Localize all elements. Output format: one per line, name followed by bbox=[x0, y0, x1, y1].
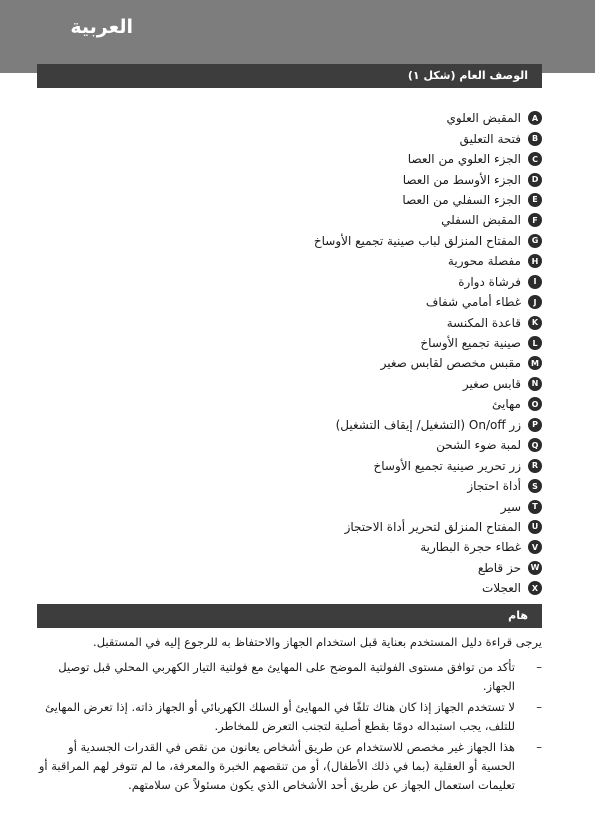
language-header-band bbox=[0, 0, 595, 73]
section-heading: الوصف العام (شكل ١) bbox=[407, 69, 528, 82]
part-label: فرشاة دوارة bbox=[458, 274, 521, 289]
bullet-dash: – bbox=[536, 740, 542, 754]
part-letter-badge: T bbox=[528, 500, 542, 514]
part-item bbox=[62, 455, 542, 475]
important-section bbox=[37, 633, 542, 797]
part-letter-badge: X bbox=[528, 581, 542, 595]
part-letter-badge: M bbox=[528, 356, 542, 370]
part-item bbox=[62, 169, 542, 189]
part-label: قابس صغير bbox=[462, 376, 521, 391]
part-label: العجلات bbox=[482, 581, 521, 596]
part-item bbox=[62, 353, 542, 373]
section-heading-bar bbox=[37, 64, 542, 88]
part-item bbox=[62, 496, 542, 516]
part-label: زر تحرير صينية تجميع الأوساخ bbox=[373, 458, 521, 473]
part-label: مفصلة محورية bbox=[447, 254, 521, 269]
important-intro: يرجى قراءة دليل المستخدم بعناية قبل استخدام الجهاز والاحتفاظ به للرجوع إليه في المستقبل. bbox=[93, 635, 542, 649]
part-item bbox=[62, 149, 542, 169]
part-letter-badge: J bbox=[528, 295, 542, 309]
warning-item bbox=[37, 658, 542, 696]
part-label: غطاء أمامي شفاف bbox=[425, 295, 521, 310]
part-item bbox=[62, 578, 542, 598]
part-item bbox=[62, 312, 542, 332]
part-item bbox=[62, 435, 542, 455]
bullet-dash: – bbox=[536, 700, 542, 714]
part-item bbox=[62, 558, 542, 578]
part-letter-badge: G bbox=[528, 234, 542, 248]
part-label: حز قاطع bbox=[477, 560, 521, 575]
warning-item bbox=[37, 738, 542, 795]
part-letter-badge: N bbox=[528, 377, 542, 391]
part-letter-badge: P bbox=[528, 418, 542, 432]
part-label: المفتاح المنزلق لتحرير أداة الاحتجاز bbox=[344, 519, 521, 534]
part-letter-badge: I bbox=[528, 275, 542, 289]
part-item bbox=[62, 190, 542, 210]
part-letter-badge: U bbox=[528, 520, 542, 534]
part-item bbox=[62, 251, 542, 271]
part-label: صينية تجميع الأوساخ bbox=[420, 336, 521, 351]
part-letter-badge: B bbox=[528, 132, 542, 146]
part-item bbox=[62, 476, 542, 496]
part-item bbox=[62, 108, 542, 128]
part-letter-badge: A bbox=[528, 111, 542, 125]
part-item bbox=[62, 333, 542, 353]
part-label: الجزء الأوسط من العصا bbox=[402, 172, 521, 187]
part-letter-badge: K bbox=[528, 316, 542, 330]
part-label: لمبة ضوء الشحن bbox=[436, 438, 521, 453]
part-label: زر On/off (التشغيل/ إيقاف التشغيل) bbox=[335, 417, 521, 432]
part-item bbox=[62, 415, 542, 435]
part-letter-badge: F bbox=[528, 213, 542, 227]
part-label: غطاء حجرة البطارية bbox=[420, 540, 521, 555]
part-item bbox=[62, 231, 542, 251]
part-label: المقبض العلوي bbox=[446, 111, 521, 126]
part-item bbox=[62, 517, 542, 537]
part-letter-badge: O bbox=[528, 397, 542, 411]
part-label: المقبض السفلي bbox=[441, 213, 521, 228]
part-label: الجزء السفلي من العصا bbox=[402, 192, 521, 207]
part-letter-badge: E bbox=[528, 193, 542, 207]
part-item bbox=[62, 210, 542, 230]
part-item bbox=[62, 394, 542, 414]
part-item bbox=[62, 272, 542, 292]
part-letter-badge: L bbox=[528, 336, 542, 350]
part-item bbox=[62, 537, 542, 557]
part-letter-badge: C bbox=[528, 152, 542, 166]
language-title: العربية bbox=[70, 16, 133, 38]
parts-list bbox=[62, 108, 542, 599]
part-label: الجزء العلوي من العصا bbox=[407, 152, 521, 167]
part-item bbox=[62, 374, 542, 394]
part-label: سير bbox=[500, 499, 521, 514]
part-letter-badge: S bbox=[528, 479, 542, 493]
part-label: المفتاح المنزلق لباب صينية تجميع الأوساخ bbox=[313, 233, 521, 248]
important-heading: هام bbox=[508, 609, 528, 622]
part-letter-badge: Q bbox=[528, 438, 542, 452]
part-label: أداة احتجاز bbox=[467, 479, 521, 494]
warning-text: لا تستخدم الجهاز إذا كان هناك تلفًا في المهايئ أو السلك الكهربائي أو الجهاز ذاته. إذا تعرض المهايئ للتلف، يجب استبداله دومًا بقطع أصلية لتجنب التعرض للمخاطر. bbox=[45, 700, 515, 733]
part-label: فتحة التعليق bbox=[459, 131, 521, 146]
part-label: مهايئ bbox=[492, 397, 521, 412]
warning-item bbox=[37, 698, 542, 736]
warning-text: هذا الجهاز غير مخصص للاستخدام عن طريق أشخاص يعانون من نقص في القدرات الجسدية أو الحسية أو العقلية (بما في ذلك الأطفال)، أو من تنقصهم الخبرة والمعرفة، ما لم تتوفر لهم المراقبة أو تعليمات استعمال الجهاز عن طريق أحد الأشخاص الذي يكون مسئولاً عن سلامتهم. bbox=[38, 740, 515, 792]
part-letter-badge: D bbox=[528, 173, 542, 187]
part-item bbox=[62, 128, 542, 148]
part-letter-badge: W bbox=[528, 561, 542, 575]
part-letter-badge: H bbox=[528, 254, 542, 268]
part-label: قاعدة المكنسة bbox=[446, 315, 521, 330]
part-letter-badge: V bbox=[528, 540, 542, 554]
part-label: مقبس مخصص لقابس صغير bbox=[380, 356, 521, 371]
bullet-dash: – bbox=[536, 660, 542, 674]
part-item bbox=[62, 292, 542, 312]
warning-list bbox=[37, 658, 542, 795]
important-heading-bar bbox=[37, 604, 542, 628]
part-letter-badge: R bbox=[528, 459, 542, 473]
warning-text: تأكد من توافق مستوى الفولتية الموضح على المهايئ مع فولتية التيار الكهربي المحلي قبل توصيل الجهاز. bbox=[58, 660, 515, 693]
